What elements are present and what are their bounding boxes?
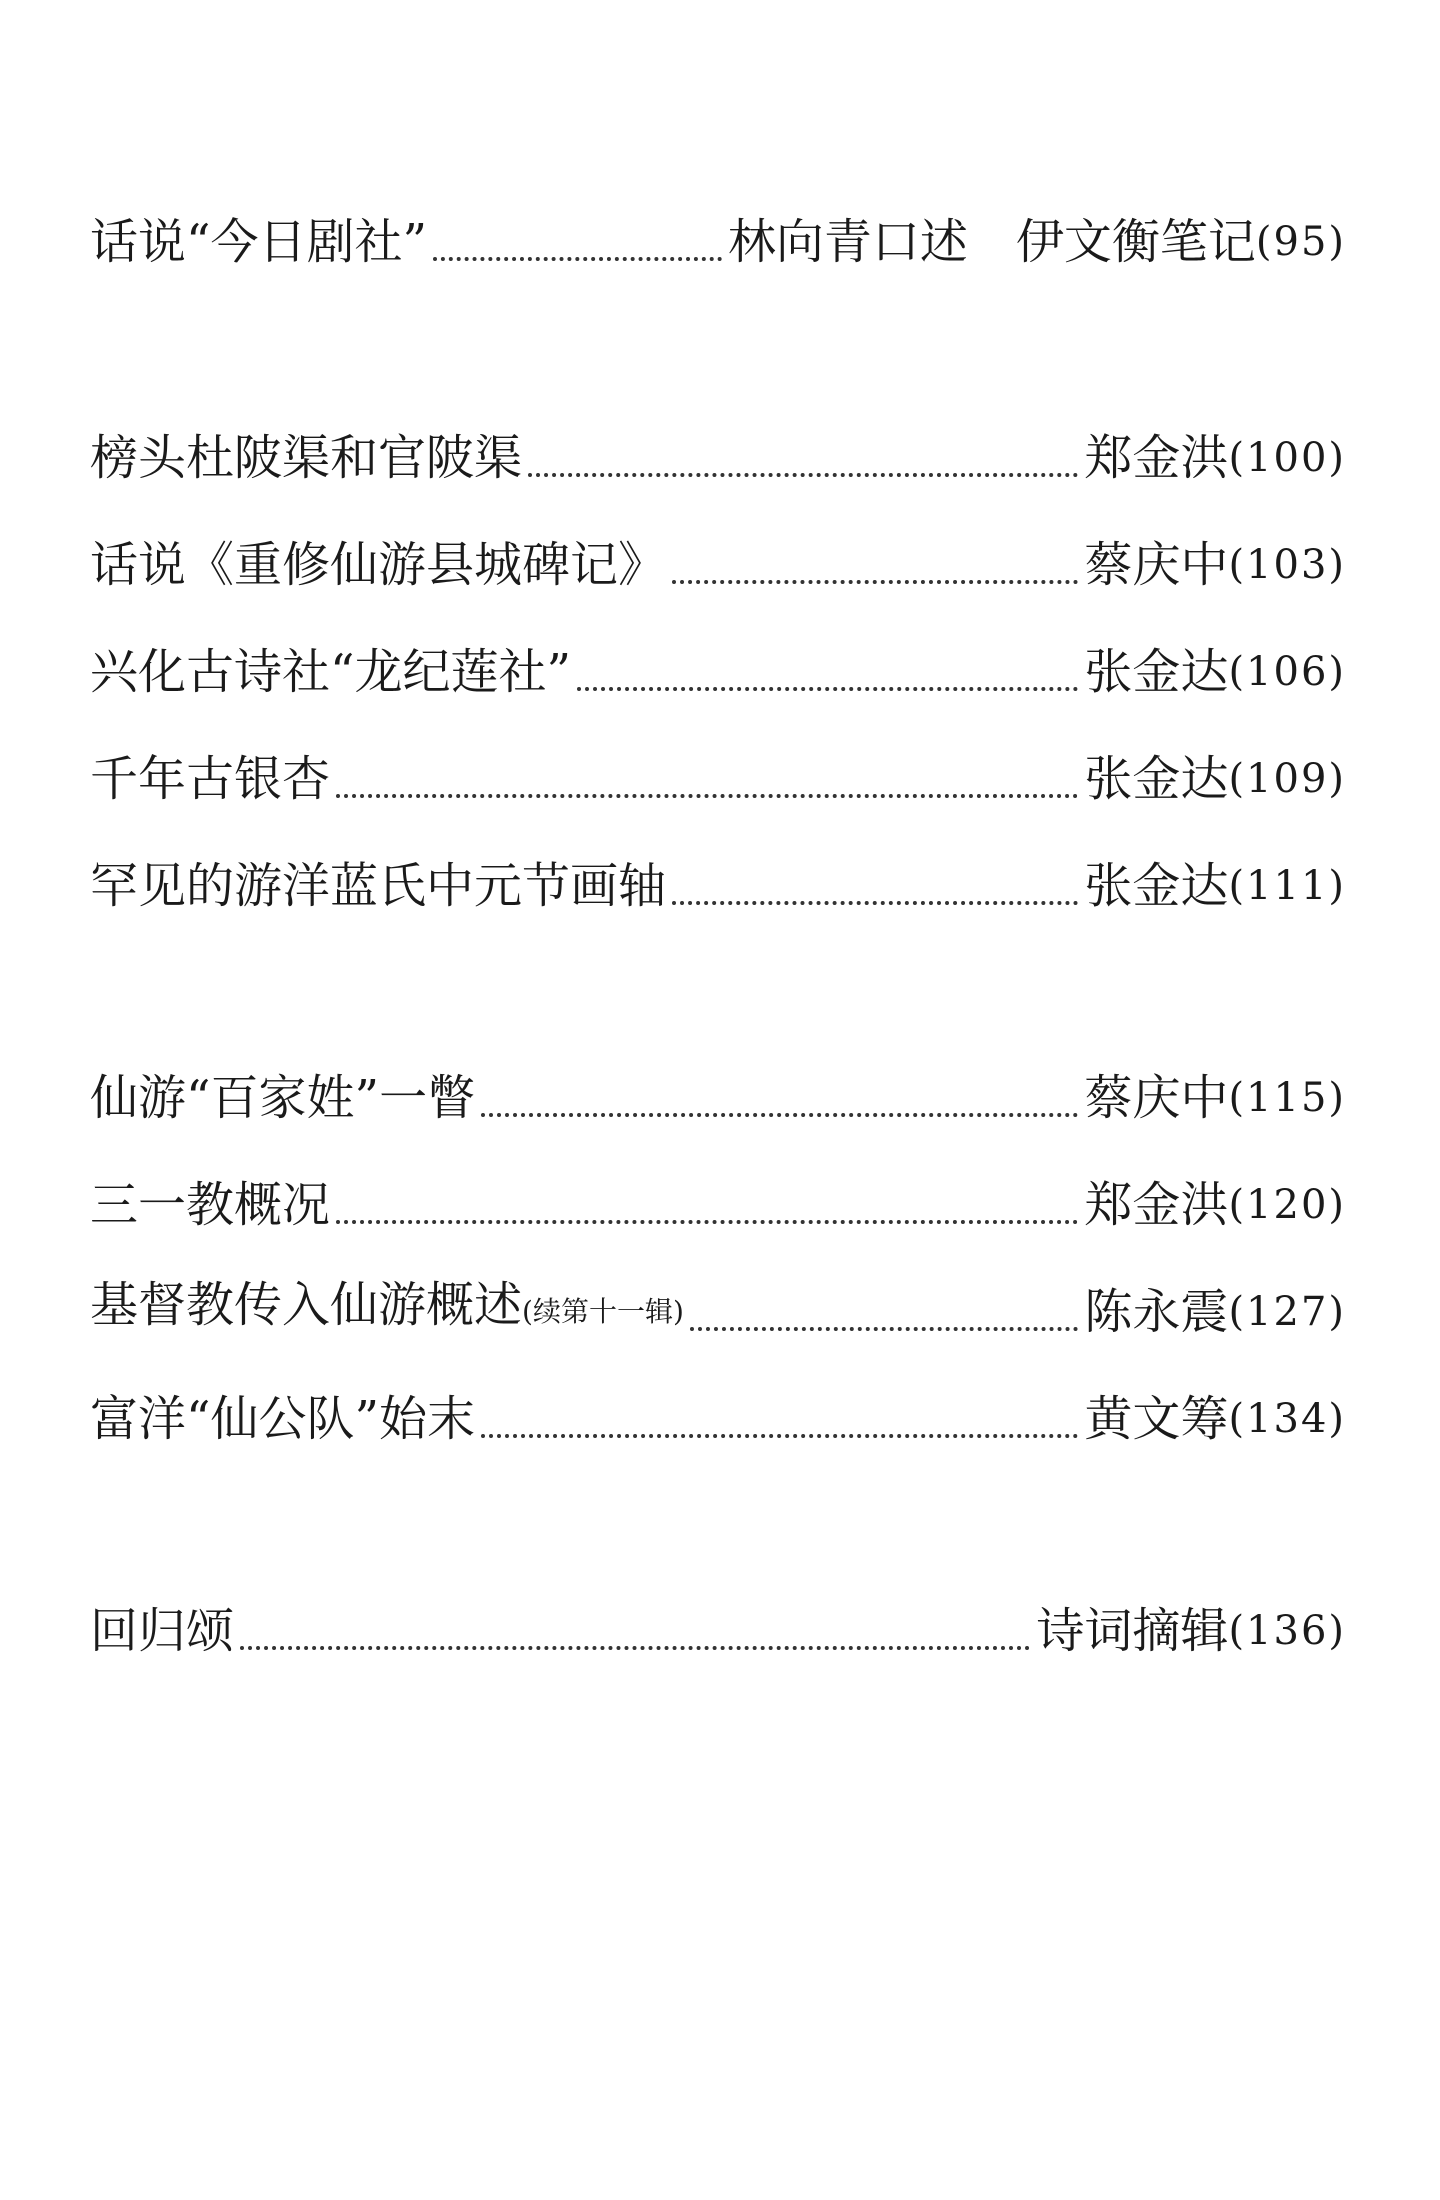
dot-leader (481, 1434, 1078, 1438)
entry-title: 三一教概况 (90, 1177, 331, 1233)
entry-title: 回归颂 (90, 1603, 235, 1659)
toc-entry (90, 530, 1346, 600)
entry-author: 郑金洪 (1084, 1177, 1229, 1233)
toc-entry (90, 207, 1346, 277)
entry-page-number: (100) (1228, 435, 1346, 481)
entry-title: 罕见的游洋蓝氏中元节画轴 (90, 858, 667, 914)
entry-title: 富洋“仙公队”始末 (90, 1391, 476, 1447)
dot-leader (481, 1113, 1078, 1117)
toc-entry (90, 637, 1346, 707)
entry-title: 榜头杜陂渠和官陂渠 (90, 430, 523, 486)
entry-author: 张金达 (1084, 644, 1229, 700)
entry-title: 千年古银杏 (90, 751, 331, 807)
entry-title: 话说《重修仙游县城碑记》 (90, 537, 667, 593)
dot-leader (672, 901, 1078, 905)
entry-page-number: (127) (1228, 1289, 1346, 1335)
entry-page-number: (109) (1228, 756, 1346, 802)
toc-entry (90, 1277, 1346, 1347)
entry-author: 林向青口述 伊文衡笔记 (727, 214, 1256, 270)
entry-title (90, 1270, 684, 1347)
dot-leader (528, 473, 1078, 477)
entry-title-note: (续第十一辑) (522, 1295, 684, 1328)
dot-leader (672, 580, 1078, 584)
entry-page-number: (115) (1228, 1075, 1346, 1121)
entry-author: 诗词摘辑 (1036, 1603, 1229, 1659)
entry-page-number: (136) (1228, 1608, 1346, 1654)
entry-page-number: (134) (1228, 1396, 1346, 1442)
toc-entry (90, 1170, 1346, 1240)
toc-entry (90, 1384, 1346, 1454)
entry-author: 张金达 (1084, 858, 1229, 914)
toc-entry (90, 1596, 1346, 1666)
dot-leader (336, 1220, 1078, 1224)
dot-leader (336, 794, 1078, 798)
toc-entry (90, 744, 1346, 814)
toc-entry (90, 423, 1346, 493)
entry-author: 郑金洪 (1084, 430, 1229, 486)
entry-page-number: (120) (1228, 1182, 1346, 1228)
dot-leader (690, 1327, 1079, 1331)
toc-entry (90, 851, 1346, 921)
entry-author: 蔡庆中 (1084, 537, 1229, 593)
toc-entry (90, 1063, 1346, 1133)
entry-author: 蔡庆中 (1084, 1070, 1229, 1126)
dot-leader (240, 1646, 1030, 1650)
dot-leader (577, 687, 1078, 691)
entry-title: 话说“今日剧社” (90, 214, 428, 270)
entry-author: 张金达 (1084, 751, 1229, 807)
entry-title: 仙游“百家姓”一瞥 (90, 1070, 476, 1126)
entry-page-number: (111) (1228, 863, 1346, 909)
entry-title: 兴化古诗社“龙纪莲社” (90, 644, 572, 700)
entry-page-number: (103) (1228, 542, 1346, 588)
entry-page-number: (106) (1228, 649, 1346, 695)
entry-title-text: 基督教传入仙游概述 (90, 1277, 523, 1333)
entry-author: 黄文筹 (1084, 1391, 1229, 1447)
entry-author: 陈永震 (1084, 1284, 1229, 1340)
dot-leader (433, 257, 722, 261)
entry-page-number: (95) (1255, 219, 1346, 265)
